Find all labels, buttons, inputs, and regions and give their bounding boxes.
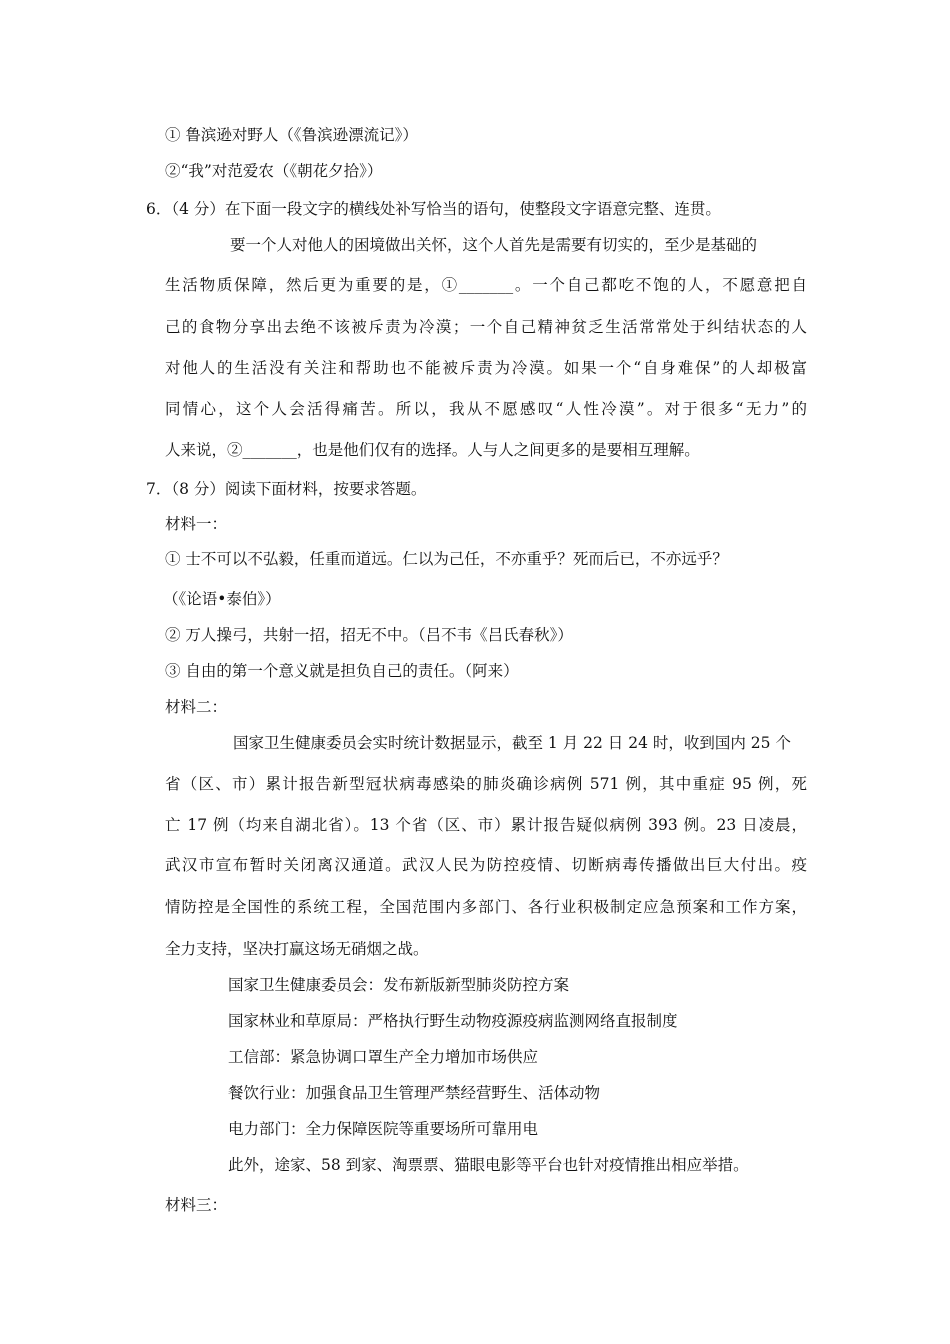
measure-forestry-bureau: 国家林业和草原局：严格执行野生动物疫源疫病监测网络直报制度 [228, 1012, 678, 1030]
material-1-item-1: ① 士不可以不弘毅，任重而道远。仁以为己任，不亦重乎？死而后已，不亦远乎？ [165, 550, 728, 568]
material-1-item-1-source: （《论语•泰伯》） [163, 590, 281, 608]
measure-power: 电力部门：全力保障医院等重要场所可靠用电 [228, 1120, 539, 1138]
question-7-prompt: 7．（8 分）阅读下面材料，按要求答题。 [146, 480, 427, 498]
question-6-prompt: 6．（4 分）在下面一段文字的横线处补写恰当的语句，使整段文字语意完整、连贯。 [146, 200, 721, 218]
material-2-paragraph-line-4: 武汉市宣布暂时关闭离汉通道。武汉人民为防控疫情、切断病毒传播做出巨大付出。疫 [165, 856, 807, 874]
measure-health-commission: 国家卫生健康委员会：发布新版新型肺炎防控方案 [228, 976, 570, 994]
material-1-item-3: ③ 自由的第一个意义就是担负自己的责任。（阿来） [165, 662, 519, 680]
measure-catering: 餐饮行业：加强食品卫生管理严禁经营野生、活体动物 [228, 1084, 601, 1102]
material-1-item-2: ② 万人操弓，共射一招，招无不中。（吕不韦《吕氏春秋》） [165, 626, 573, 644]
q6-paragraph-line-3: 己的食物分享出去绝不该被斥责为冷漠；一个自己精神贫乏生活常常处于纠结状态的人 [165, 318, 807, 336]
material-3-heading: 材料三： [165, 1196, 228, 1214]
measure-miit: 工信部：紧急协调口罩生产全力增加市场供应 [228, 1048, 539, 1066]
material-2-paragraph-line-6: 全力支持，坚决打赢这场无硝烟之战。 [165, 940, 429, 958]
q6-paragraph-line-6: 人来说，②_______，也是他们仅有的选择。人与人之间更多的是要相互理解。 [165, 441, 700, 459]
material-2-paragraph-line-2: 省（区、市）累计报告新型冠状病毒感染的肺炎确诊病例 571 例，其中重症 95 例，死 [165, 775, 807, 793]
q6-paragraph-line-2: 生活物质保障，然后更为重要的是，①_______。一个自己都吃不饱的人，不愿意把自 [165, 276, 807, 294]
material-1-heading: 材料一： [165, 515, 228, 533]
item-fan-ainong: ②“我”对范爱农（《朝花夕拾》） [165, 162, 383, 180]
q6-paragraph-line-4: 对他人的生活没有关注和帮助也不能被斥责为冷漠。如果一个“自身难保”的人却极富 [165, 359, 807, 377]
material-2-paragraph-line-5: 情防控是全国性的系统工程，全国范围内多部门、各行业积极制定应急预案和工作方案， [165, 898, 807, 916]
q6-paragraph-line-1: 要一个人对他人的困境做出关怀，这个人首先是需要有切实的，至少是基础的 [230, 236, 758, 254]
material-2-heading: 材料二： [165, 698, 228, 716]
q6-paragraph-line-5: 同情心，这个人会活得痛苦。所以，我从不愿感叹“人性冷漠”。对于很多“无力”的 [165, 400, 807, 418]
measure-platforms: 此外，途家、58 到家、淘票票、猫眼电影等平台也针对疫情推出相应举措。 [228, 1156, 749, 1174]
material-2-paragraph-line-1: 国家卫生健康委员会实时统计数据显示，截至 1 月 22 日 24 时，收到国内 25 个 [233, 734, 791, 752]
material-2-paragraph-line-3: 亡 17 例（均来自湖北省）。13 个省（区、市）累计报告疑似病例 393 例。23 日凌晨， [165, 816, 807, 834]
item-robinson: ① 鲁滨逊对野人（《鲁滨逊漂流记》） [165, 126, 418, 144]
